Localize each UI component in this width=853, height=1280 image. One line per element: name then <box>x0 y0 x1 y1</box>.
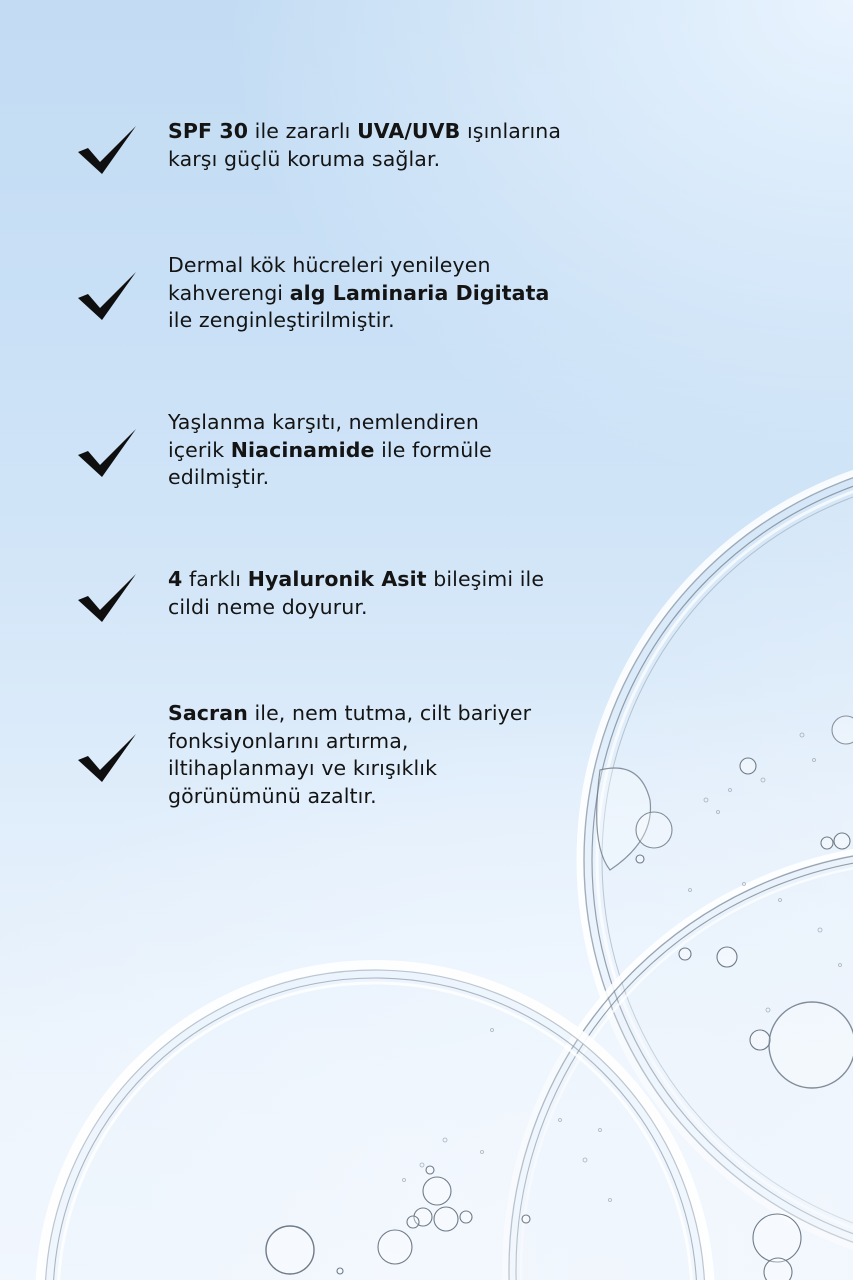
feature-text <box>168 700 648 810</box>
text-run: cildi neme doyurur. <box>168 594 368 619</box>
feature-text-line <box>168 728 648 756</box>
checkmark-icon <box>78 272 136 320</box>
highlight-term: SPF 30 <box>168 119 249 143</box>
feature-text-line <box>168 594 648 622</box>
petri-dish-lower-left <box>40 965 710 1280</box>
text-run: ile zararlı <box>248 119 358 143</box>
text-run: görünümünü azaltır. <box>168 783 377 808</box>
feature-text <box>168 409 648 492</box>
feature-text <box>168 118 648 173</box>
text-run: bileşimi ile <box>426 567 545 591</box>
feature-text-line <box>168 464 648 492</box>
feature-text-line <box>168 146 648 174</box>
highlight-term: 4 <box>168 567 183 591</box>
text-run: fonksiyonlarını artırma, <box>168 728 409 753</box>
checkmark-icon <box>78 734 136 782</box>
text-run: kahverengi <box>168 280 290 305</box>
feature-text-line <box>168 307 648 335</box>
feature-text <box>168 252 648 335</box>
text-run: Dermal kök hücreleri yenileyen <box>168 253 491 277</box>
highlight-term: alg Laminaria Digitata <box>289 280 550 305</box>
feature-text-line <box>168 755 648 783</box>
feature-text-line <box>168 409 648 437</box>
checkmark-icon <box>78 126 136 174</box>
checkmark-icon <box>78 429 136 477</box>
text-run: ile, nem tutma, cilt bariyer <box>247 701 532 725</box>
petri-dish-lower-right <box>505 845 853 1280</box>
feature-text <box>168 566 648 621</box>
feature-text-line <box>168 783 648 811</box>
text-run: ile formüle <box>374 437 492 462</box>
text-run: Yaşlanma karşıtı, nemlendiren <box>168 410 479 434</box>
feature-text-line <box>168 566 648 594</box>
text-run: farklı <box>182 567 248 591</box>
highlight-term: Hyaluronik Asit <box>247 567 427 591</box>
text-run: iltihaplanmayı ve kırışıklık <box>168 756 438 780</box>
feature-text-line <box>168 437 648 465</box>
highlight-term: Sacran <box>168 701 248 725</box>
text-run: ışınlarına <box>460 119 561 143</box>
text-run: içerik <box>168 437 231 462</box>
highlight-term: Niacinamide <box>230 437 375 462</box>
feature-text-line <box>168 700 648 728</box>
text-run: ile zenginleştirilmiştir. <box>168 308 395 332</box>
feature-text-line <box>168 252 648 280</box>
text-run: edilmiştir. <box>168 465 270 489</box>
highlight-term: UVA/UVB <box>357 119 461 143</box>
feature-text-line <box>168 280 648 308</box>
feature-text-line <box>168 118 648 146</box>
checkmark-icon <box>78 574 136 622</box>
text-run: karşı güçlü koruma sağlar. <box>168 146 441 171</box>
